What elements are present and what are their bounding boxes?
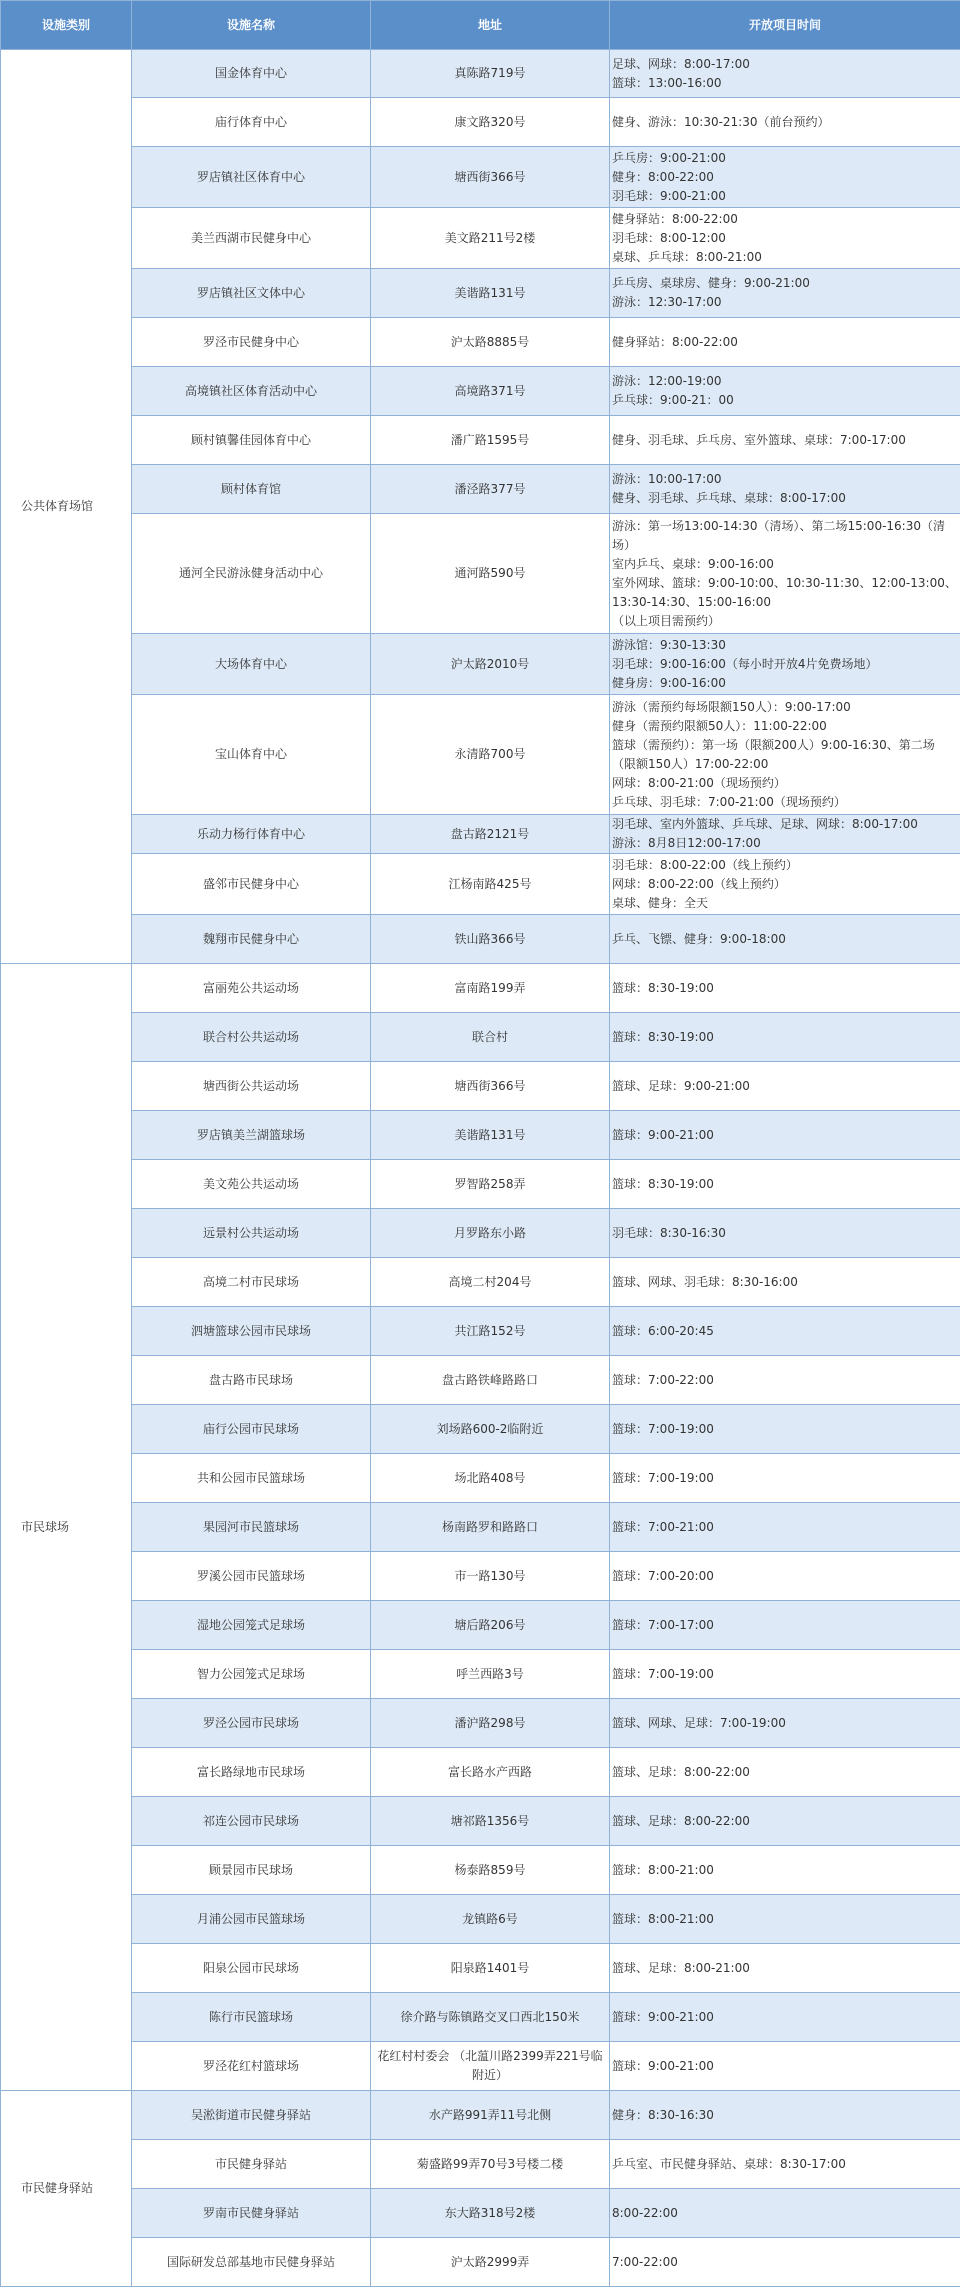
facility-name-cell: 阳泉公园市民球场 [132,1944,371,1993]
category-cell: 市民球场 [1,964,132,2091]
table-row [1,147,960,208]
hours-cell: 篮球：9:00-21:00 [610,1111,960,1160]
facility-name-cell: 高境镇社区体育活动中心 [132,367,371,416]
facility-name-cell: 果园河市民篮球场 [132,1503,371,1552]
table-row [1,367,960,416]
facility-name-cell: 罗店镇美兰湖篮球场 [132,1111,371,1160]
table-row [1,465,960,514]
table-body [1,50,960,2287]
address-cell: 高境路371号 [371,367,610,416]
address-cell: 潘泾路377号 [371,465,610,514]
table-row [1,1748,960,1797]
facility-name-cell: 魏翔市民健身中心 [132,915,371,964]
table-row [1,695,960,815]
hours-cell: 健身、游泳：10:30-21:30（前台预约） [610,98,960,147]
address-cell: 月罗路东小路 [371,1209,610,1258]
hours-cell: 乒乓房、桌球房、健身：9:00-21:00 游泳：12:30-17:00 [610,269,960,318]
table-row [1,1160,960,1209]
address-cell: 龙镇路6号 [371,1895,610,1944]
hours-cell: 篮球、足球：8:00-22:00 [610,1797,960,1846]
address-cell: 康文路320号 [371,98,610,147]
hours-cell: 篮球：7:00-22:00 [610,1356,960,1405]
table-row [1,2091,960,2140]
address-cell: 呼兰西路3号 [371,1650,610,1699]
facility-name-cell: 顾景园市民球场 [132,1846,371,1895]
header-name: 设施名称 [132,1,371,50]
table-row [1,1944,960,1993]
table-row [1,1454,960,1503]
hours-cell: 篮球、网球、羽毛球：8:30-16:00 [610,1258,960,1307]
address-cell: 美谐路131号 [371,1111,610,1160]
address-cell: 潘沪路298号 [371,1699,610,1748]
facility-name-cell: 吴淞街道市民健身驿站 [132,2091,371,2140]
hours-cell: 篮球：7:00-17:00 [610,1601,960,1650]
facility-name-cell: 罗溪公园市民篮球场 [132,1552,371,1601]
hours-cell: 羽毛球、室内外篮球、乒乓球、足球、网球：8:00-17:00 游泳：8月8日12:00-17:00 [610,815,960,854]
table-row [1,1993,960,2042]
address-cell: 通河路590号 [371,514,610,634]
hours-cell: 健身：8:30-16:30 [610,2091,960,2140]
facility-name-cell: 月浦公园市民篮球场 [132,1895,371,1944]
table-row [1,514,960,634]
address-cell: 永清路700号 [371,695,610,815]
facility-name-cell: 陈行市民篮球场 [132,1993,371,2042]
address-cell: 市一路130号 [371,1552,610,1601]
address-cell: 罗智路258弄 [371,1160,610,1209]
table-row [1,915,960,964]
facility-name-cell: 罗店镇社区文体中心 [132,269,371,318]
hours-cell: 健身、羽毛球、乒乓房、室外篮球、桌球：7:00-17:00 [610,416,960,465]
hours-cell: 篮球：8:30-19:00 [610,1160,960,1209]
hours-cell: 篮球：7:00-20:00 [610,1552,960,1601]
hours-cell: 篮球：8:30-19:00 [610,1013,960,1062]
facility-name-cell: 通河全民游泳健身活动中心 [132,514,371,634]
table-row [1,1650,960,1699]
table-row [1,2189,960,2238]
facility-name-cell: 智力公园笼式足球场 [132,1650,371,1699]
facility-name-cell: 美兰西湖市民健身中心 [132,208,371,269]
table-row [1,964,960,1013]
facility-name-cell: 罗店镇社区体育中心 [132,147,371,208]
facility-name-cell: 大场体育中心 [132,634,371,695]
facility-name-cell: 市民健身驿站 [132,2140,371,2189]
hours-cell: 乒乓、飞镖、健身：9:00-18:00 [610,915,960,964]
table-row [1,815,960,854]
header-address: 地址 [371,1,610,50]
facility-name-cell: 罗泾花红村篮球场 [132,2042,371,2091]
facility-name-cell: 泗塘篮球公园市民球场 [132,1307,371,1356]
facility-name-cell: 乐动力杨行体育中心 [132,815,371,854]
address-cell: 杨泰路859号 [371,1846,610,1895]
address-cell: 沪太路8885号 [371,318,610,367]
facility-name-cell: 庙行体育中心 [132,98,371,147]
hours-cell: 乒乓房：9:00-21:00 健身：8:00-22:00 羽毛球：9:00-21:00 [610,147,960,208]
header-category: 设施类别 [1,1,132,50]
address-cell: 阳泉路1401号 [371,1944,610,1993]
table-row [1,1356,960,1405]
address-cell: 花红村村委会 （北蕰川路2399弄221号临附近） [371,2042,610,2091]
table-row [1,1503,960,1552]
hours-cell: 篮球：9:00-21:00 [610,1993,960,2042]
address-cell: 徐介路与陈镇路交叉口西北150米 [371,1993,610,2042]
hours-cell: 7:00-22:00 [610,2238,960,2287]
table-row [1,1797,960,1846]
address-cell: 塘后路206号 [371,1601,610,1650]
table-row [1,1258,960,1307]
hours-cell: 篮球：9:00-21:00 [610,2042,960,2091]
address-cell: 塘西街366号 [371,147,610,208]
table-row [1,1846,960,1895]
table-row [1,1699,960,1748]
table-row [1,1062,960,1111]
facility-name-cell: 庙行公园市民球场 [132,1405,371,1454]
table-row [1,318,960,367]
facility-name-cell: 高境二村市民球场 [132,1258,371,1307]
hours-cell: 足球、网球：8:00-17:00 篮球：13:00-16:00 [610,50,960,98]
table-row [1,854,960,915]
address-cell: 富长路水产西路 [371,1748,610,1797]
address-cell: 江杨南路425号 [371,854,610,915]
hours-cell: 羽毛球：8:30-16:30 [610,1209,960,1258]
facility-name-cell: 湿地公园笼式足球场 [132,1601,371,1650]
table-row [1,1601,960,1650]
table-row [1,1209,960,1258]
address-cell: 富南路199弄 [371,964,610,1013]
table-row [1,1307,960,1356]
facility-name-cell: 富长路绿地市民球场 [132,1748,371,1797]
hours-cell: 游泳：第一场13:00-14:30（清场）、第二场15:00-16:30（清场） 室内乒乓、桌球：9:00-16:00 室外网球、篮球：9:00-10:00、10:30-11:30、12:00-13:00、13:30-14:30、15:00-16:00 （以上项目需预约） [610,514,960,634]
facility-name-cell: 顾村镇馨佳园体育中心 [132,416,371,465]
table-header-row [1,1,960,50]
address-cell: 美文路211号2楼 [371,208,610,269]
hours-cell: 健身驿站：8:00-22:00 [610,318,960,367]
table-row [1,2042,960,2091]
hours-cell: 篮球：8:00-21:00 [610,1846,960,1895]
address-cell: 水产路991弄11号北侧 [371,2091,610,2140]
hours-cell: 篮球：8:30-19:00 [610,964,960,1013]
address-cell: 沪太路2010号 [371,634,610,695]
address-cell: 盘古路2121号 [371,815,610,854]
table-row [1,1552,960,1601]
table-row [1,98,960,147]
category-cell: 市民健身驿站 [1,2091,132,2287]
address-cell: 潘广路1595号 [371,416,610,465]
facility-name-cell: 国金体育中心 [132,50,371,98]
hours-cell: 游泳：10:00-17:00 健身、羽毛球、乒乓球、桌球：8:00-17:00 [610,465,960,514]
hours-cell: 篮球、足球：9:00-21:00 [610,1062,960,1111]
table-row [1,1013,960,1062]
facility-name-cell: 祁连公园市民球场 [132,1797,371,1846]
address-cell: 高境二村204号 [371,1258,610,1307]
facility-name-cell: 盛邻市民健身中心 [132,854,371,915]
facility-name-cell: 富丽苑公共运动场 [132,964,371,1013]
facility-name-cell: 盘古路市民球场 [132,1356,371,1405]
hours-cell: 篮球、足球：8:00-21:00 [610,1944,960,1993]
table-row [1,416,960,465]
address-cell: 沪太路2999弄 [371,2238,610,2287]
header-hours: 开放项目时间 [610,1,960,50]
facility-name-cell: 联合村公共运动场 [132,1013,371,1062]
hours-cell: 篮球：6:00-20:45 [610,1307,960,1356]
address-cell: 塘西街366号 [371,1062,610,1111]
table-row [1,1111,960,1160]
hours-cell: 游泳馆：9:30-13:30 羽毛球：9:00-16:00（每小时开放4片免费场地） 健身房：9:00-16:00 [610,634,960,695]
address-cell: 共江路152号 [371,1307,610,1356]
table-row [1,1405,960,1454]
facility-name-cell: 罗南市民健身驿站 [132,2189,371,2238]
address-cell: 美谐路131号 [371,269,610,318]
hours-cell: 健身驿站：8:00-22:00 羽毛球：8:00-12:00 桌球、乒乓球：8:00-21:00 [610,208,960,269]
address-cell: 联合村 [371,1013,610,1062]
facility-name-cell: 美文苑公共运动场 [132,1160,371,1209]
hours-cell: 篮球、足球：8:00-22:00 [610,1748,960,1797]
hours-cell: 篮球、网球、足球：7:00-19:00 [610,1699,960,1748]
table-row [1,2140,960,2189]
table-row [1,50,960,98]
address-cell: 塘祁路1356号 [371,1797,610,1846]
hours-cell: 篮球：7:00-19:00 [610,1405,960,1454]
table-row [1,208,960,269]
address-cell: 东大路318号2楼 [371,2189,610,2238]
address-cell: 菊盛路99弄70号3号楼二楼 [371,2140,610,2189]
table-row [1,1895,960,1944]
facility-name-cell: 罗泾公园市民球场 [132,1699,371,1748]
address-cell: 场北路408号 [371,1454,610,1503]
address-cell: 真陈路719号 [371,50,610,98]
facility-name-cell: 宝山体育中心 [132,695,371,815]
hours-cell: 游泳：12:00-19:00 乒乓球：9:00-21：00 [610,367,960,416]
address-cell: 盘古路铁峰路路口 [371,1356,610,1405]
hours-cell: 乒乓室、市民健身驿站、桌球：8:30-17:00 [610,2140,960,2189]
hours-cell: 羽毛球：8:00-22:00（线上预约） 网球：8:00-22:00（线上预约） 桌球、健身：全天 [610,854,960,915]
facility-name-cell: 国际研发总部基地市民健身驿站 [132,2238,371,2287]
hours-cell: 篮球：7:00-21:00 [610,1503,960,1552]
facility-name-cell: 顾村体育馆 [132,465,371,514]
facility-name-cell: 共和公园市民篮球场 [132,1454,371,1503]
hours-cell: 篮球：7:00-19:00 [610,1454,960,1503]
facility-name-cell: 塘西街公共运动场 [132,1062,371,1111]
facility-name-cell: 远景村公共运动场 [132,1209,371,1258]
address-cell: 杨南路罗和路路口 [371,1503,610,1552]
hours-cell: 篮球：7:00-19:00 [610,1650,960,1699]
facility-name-cell: 罗泾市民健身中心 [132,318,371,367]
address-cell: 刘场路600-2临附近 [371,1405,610,1454]
table-row [1,269,960,318]
table-row [1,2238,960,2287]
hours-cell: 8:00-22:00 [610,2189,960,2238]
hours-cell: 篮球：8:00-21:00 [610,1895,960,1944]
table-row [1,634,960,695]
hours-cell: 游泳（需预约每场限额150人）：9:00-17:00 健身（需预约限额50人）：11:00-22:00 篮球（需预约）：第一场（限额200人）9:00-16:30、第二场（限额150人）17:00-22:00 网球：8:00-21:00（现场预约） 乒乓球、羽毛球：7:00-21:00（现场预约） [610,695,960,815]
category-cell: 公共体育场馆 [1,50,132,964]
address-cell: 铁山路366号 [371,915,610,964]
